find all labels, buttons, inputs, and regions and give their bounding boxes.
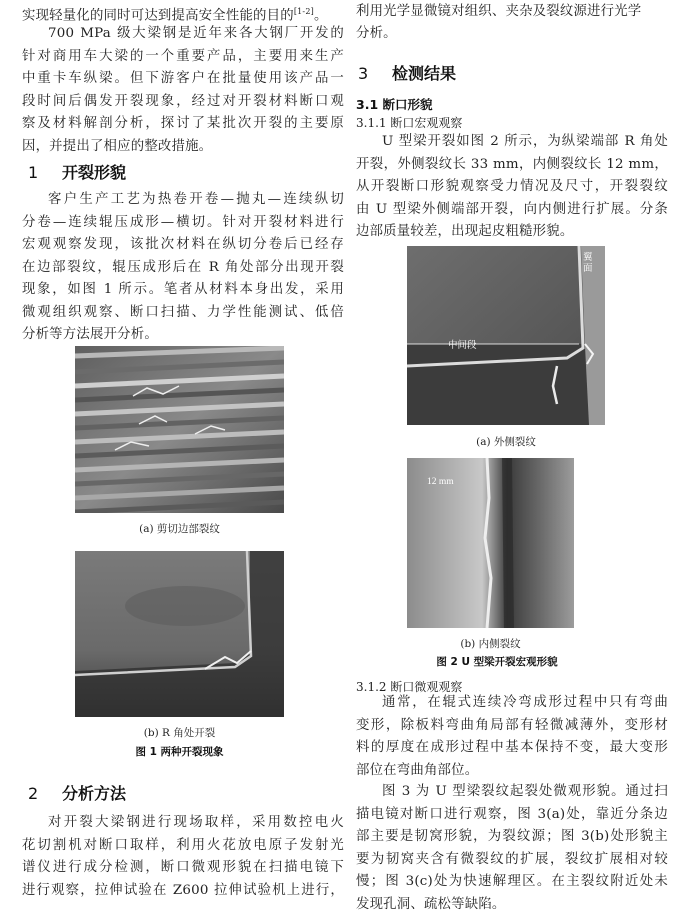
subsection-3-1-2: 3.1.2 断口微观观察 xyxy=(356,680,463,694)
paragraph-continued-l1: 利用光学显微镜对组织、夹杂及裂纹源进行光学 xyxy=(356,4,642,19)
figure-2a-label-wing: 翼面 xyxy=(583,252,593,274)
paragraph-analysis-methods: 对开裂大梁钢进行现场取样，采用数控电火 花切割机对断口取样，利用火花放电原子发射光 谱仪进行成分检测，断口微观形貌在扫描电镜下 进行观察，拉伸试验在 Z600 拉伸试验机上进行， xyxy=(22,815,344,898)
paragraph-intro-end: 实现轻量化的同时可达到提高安全性能的目的[1-2]。 xyxy=(22,7,328,24)
figure-1-title: 图 1 两种开裂现象 xyxy=(135,746,224,758)
figure-2b-caption: (b) 内侧裂纹 xyxy=(460,638,521,650)
figure-2a-photo xyxy=(407,246,605,425)
paragraph-cracking-process: 客户生产工艺为热卷开卷—抛丸—连续纵切 分卷—连续辊压成形—横切。针对开裂材料进行 宏观观察发现，该批次材料在纵切分卷后已经存 在边部裂纹，辊压成形后在 R 角处部分出现开裂 现象，如图 1 所示。笔者从材料本身出发，采用 微观组织观察、断口扫描、力学性能测试、低倍 分析等方法展开分析。 xyxy=(22,192,344,342)
figure-2a-label-middle: 中间段 xyxy=(448,340,477,351)
section-heading-3: 3 检测结果 xyxy=(358,64,457,83)
paragraph-macro-observation: U 型梁开裂如图 2 所示，为纵梁端部 R 角处 开裂，外侧裂纹长 33 mm，内侧裂纹长 12 mm， 从开裂断口形貌观察受力情况及尺寸，开裂裂纹 由 U 型梁外侧端部开裂，向内侧进行扩展。分条 边部质量较差，出现起皮粗糙形貌。 xyxy=(356,134,668,239)
paragraph-continued-l2: 分析。 xyxy=(356,26,397,41)
section-heading-1: 1 开裂形貌 xyxy=(28,163,127,182)
figure-1b-photo xyxy=(75,551,284,717)
figure-2a-caption: (a) 外侧裂纹 xyxy=(476,436,536,448)
subsection-3-1: 3.1 断口形貌 xyxy=(356,97,433,112)
figure-2-title: 图 2 U 型梁开裂宏观形貌 xyxy=(436,656,558,668)
subsection-3-1-1: 3.1.1 断口宏观观察 xyxy=(356,116,463,130)
figure-1b-caption: (b) R 角处开裂 xyxy=(143,727,216,739)
section-heading-2: 2 分析方法 xyxy=(28,784,127,803)
figure-2b-label-length: 12 mm xyxy=(427,477,454,487)
paragraph-figure-3: 图 3 为 U 型梁裂纹起裂处微观形貌。通过扫 描电镜对断口进行观察，图 3(a)处，靠近分条边 部主要是韧窝形貌，为裂纹源；图 3(b)处形貌主 要为韧窝夹含有微裂纹的扩展，裂纹扩展相对较 慢；图 3(c)处为快速解理区。在主裂纹附近处未 发现孔洞、疏松等缺陷。 xyxy=(356,784,668,912)
figure-1a-photo xyxy=(75,346,284,513)
figure-1a-caption: (a) 剪切边部裂纹 xyxy=(139,523,220,535)
paragraph-micro-intro: 通常，在辊式连续冷弯成形过程中只有弯曲 变形，除板料弯曲角局部有轻微减薄外，变形材 料的厚度在成形过程中基本保持不变，最大变形 部位在弯曲角部位。 xyxy=(356,695,668,778)
paragraph-700mpa: 700 MPa 级大梁钢是近年来各大钢厂开发的 针对商用车大梁的一个重要产品，主要用来生产 中重卡车纵梁。但下游客户在批量使用该产品一 段时间后偶发开裂现象，经过对开裂材料断口观 察及材料解剖分析，探讨了某批次开裂的主要原 因，并提出了相应的整改措施。 xyxy=(22,26,344,154)
